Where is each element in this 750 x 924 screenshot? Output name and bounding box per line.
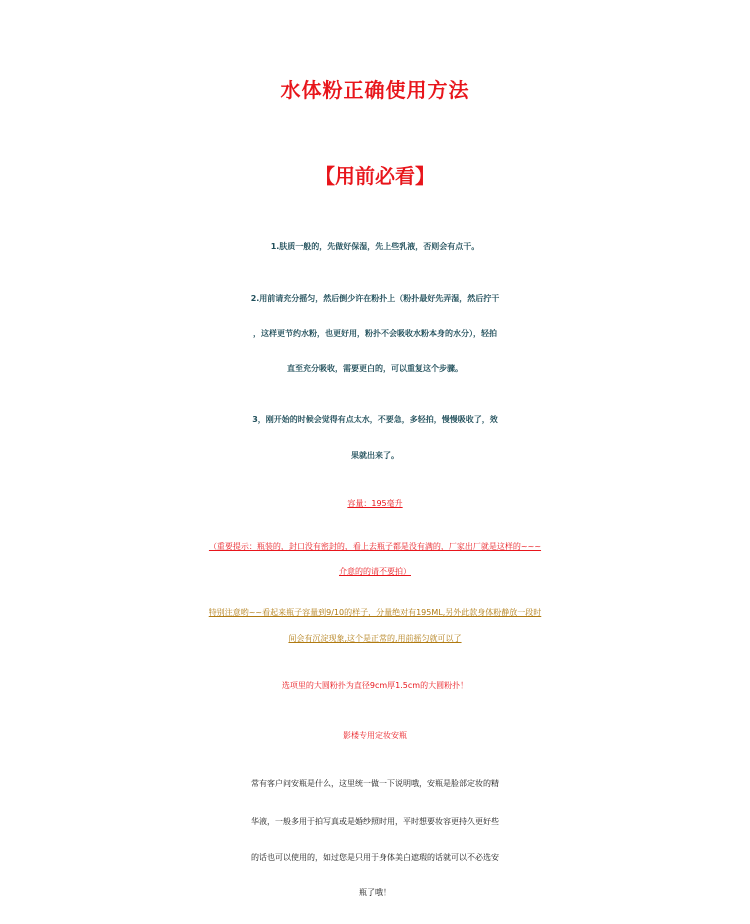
capacity-label: 容量：195毫升 <box>347 499 403 508</box>
step-2-line-2: ，这样更节约水粉，也更好用，粉扑不会吸收水粉本身的水分），轻拍 <box>253 329 497 338</box>
notice-line-2: 介意的的请不要拍） <box>339 567 411 576</box>
step-3-line-1: 3，刚开始的时候会觉得有点太水，不要急，多轻拍，慢慢吸收了，效 <box>252 415 498 424</box>
ampoule-heading: 影楼专用定妆安瓶 <box>343 731 407 740</box>
special-note-line-2: 间会有沉淀现象,这个是正常的,用前摇匀就可以了 <box>288 634 462 643</box>
page-title: 水体粉正确使用方法 <box>280 78 470 102</box>
puff-note: 选项里的大圆粉扑为直径9cm厚1.5cm的大圆粉扑！ <box>281 681 469 690</box>
step-2-line-1: 2.用前请充分摇匀，然后倒少许在粉扑上（粉扑最好先弄湿，然后拧干 <box>250 294 500 303</box>
ampoule-description-line-1: 常有客户问安瓶是什么，这里统一做一下说明哦，安瓶是脸部定妆的精 <box>251 779 499 788</box>
special-note-line-1: 特别注意哟~~看起来瓶子容量到9/10的样子，分量绝对有195ML,另外此款身体粉静放一段时 <box>208 608 542 617</box>
step-2-line-3: 直至充分吸收，需要更白的，可以重复这个步骤。 <box>287 364 463 373</box>
notice-line-1: （重要提示：瓶装的，封口没有密封的，看上去瓶子都是没有满的，厂家出厂就是这样的~~~ <box>208 542 542 551</box>
ampoule-description-line-4: 瓶了哦！ <box>359 888 391 897</box>
step-1: 1.肤质一般的，先做好保湿，先上些乳液，否则会有点干。 <box>270 242 480 251</box>
page-subtitle: 【用前必看】 <box>315 164 435 188</box>
step-3-line-2: 果就出来了。 <box>351 451 399 460</box>
ampoule-description-line-3: 的话也可以使用的，如过您是只用于身体美白遮瑕的话就可以不必选安 <box>251 853 499 862</box>
ampoule-description-line-2: 华液，一般多用于拍写真或是婚纱照时用，平时想要妆容更持久更好些 <box>251 817 499 826</box>
